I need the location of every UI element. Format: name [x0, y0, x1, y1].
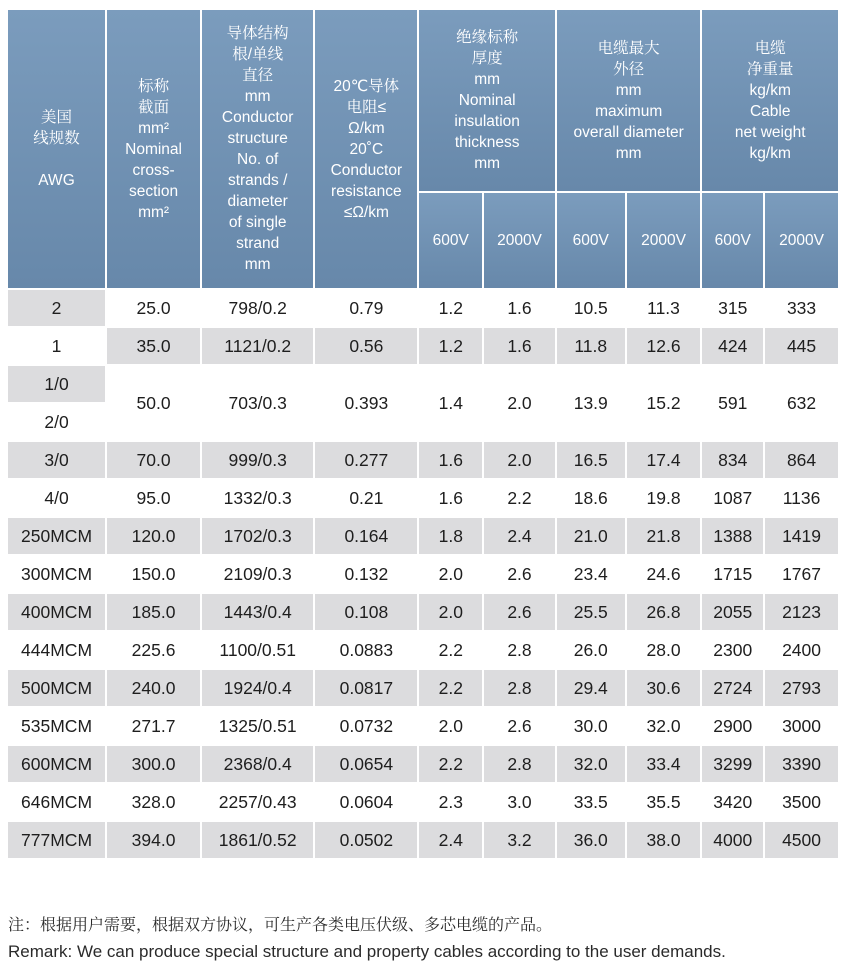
structure-cell: 999/0.3	[202, 442, 313, 478]
header-structure: 导体结构 根/单线 直径 mm Conductor structure No. of strands / diameter of single strand mm	[202, 10, 313, 288]
section-cell: 50.0	[107, 366, 200, 440]
table-row	[8, 746, 838, 782]
header-section: 标称 截面 mm² Nominal cross- section mm²	[107, 10, 200, 288]
section-cell: 328.0	[107, 784, 200, 820]
dia-600v-cell: 23.4	[557, 556, 625, 592]
ins-2000v-cell: 2.6	[484, 708, 555, 744]
ins-2000v-cell: 1.6	[484, 328, 555, 364]
ins-600v-cell: 1.2	[419, 328, 482, 364]
ins-600v-cell: 2.2	[419, 670, 482, 706]
table-row	[8, 822, 838, 858]
weight-2000v-cell: 1419	[765, 518, 838, 554]
structure-cell: 1702/0.3	[202, 518, 313, 554]
resistance-cell: 0.0502	[315, 822, 417, 858]
awg-cell: 2	[8, 290, 105, 326]
header-diameter: 电缆最大 外径 mm maximum overall diameter mm	[557, 10, 701, 191]
awg-cell: 3/0	[8, 442, 105, 478]
weight-2000v-cell: 3000	[765, 708, 838, 744]
resistance-cell: 0.393	[315, 366, 417, 440]
section-cell: 271.7	[107, 708, 200, 744]
structure-cell: 1861/0.52	[202, 822, 313, 858]
table-row	[8, 556, 838, 592]
table-row	[8, 784, 838, 820]
resistance-cell: 0.0654	[315, 746, 417, 782]
awg-cell: 250MCM	[8, 518, 105, 554]
weight-2000v-cell: 2400	[765, 632, 838, 668]
ins-600v-cell: 2.0	[419, 594, 482, 630]
ins-2000v-cell: 2.6	[484, 594, 555, 630]
ins-2000v-cell: 3.2	[484, 822, 555, 858]
ins-2000v-cell: 2.0	[484, 442, 555, 478]
ins-600v-cell: 1.6	[419, 442, 482, 478]
structure-cell: 1325/0.51	[202, 708, 313, 744]
resistance-cell: 0.0604	[315, 784, 417, 820]
ins-2000v-cell: 2.8	[484, 670, 555, 706]
structure-cell: 2368/0.4	[202, 746, 313, 782]
header-awg: 美国 线规数 AWG	[8, 10, 105, 288]
section-cell: 185.0	[107, 594, 200, 630]
table-row	[8, 290, 838, 326]
dia-600v-cell: 21.0	[557, 518, 625, 554]
dia-600v-cell: 11.8	[557, 328, 625, 364]
structure-cell: 1121/0.2	[202, 328, 313, 364]
resistance-cell: 0.21	[315, 480, 417, 516]
awg-cell: 4/0	[8, 480, 105, 516]
section-cell: 300.0	[107, 746, 200, 782]
resistance-cell: 0.0883	[315, 632, 417, 668]
weight-2000v-cell: 1767	[765, 556, 838, 592]
structure-cell: 2257/0.43	[202, 784, 313, 820]
structure-cell: 1332/0.3	[202, 480, 313, 516]
table-row	[8, 328, 838, 364]
weight-2000v-cell: 3500	[765, 784, 838, 820]
dia-600v-cell: 10.5	[557, 290, 625, 326]
dia-600v-cell: 16.5	[557, 442, 625, 478]
resistance-cell: 0.164	[315, 518, 417, 554]
dia-2000v-cell: 17.4	[627, 442, 701, 478]
awg-cell: 444MCM	[8, 632, 105, 668]
weight-2000v-cell: 632	[765, 366, 838, 440]
weight-600v-cell: 2724	[702, 670, 763, 706]
section-cell: 120.0	[107, 518, 200, 554]
cable-spec-table	[6, 8, 840, 860]
weight-600v-cell: 591	[702, 366, 763, 440]
ins-600v-cell: 2.3	[419, 784, 482, 820]
ins-2000v-cell: 2.8	[484, 746, 555, 782]
remark-english: Remark: We can produce special structure and property cables according to the user demands.	[8, 942, 726, 961]
awg-cell: 777MCM	[8, 822, 105, 858]
weight-600v-cell: 1715	[702, 556, 763, 592]
awg-cell: 300MCM	[8, 556, 105, 592]
dia-2000v-cell: 35.5	[627, 784, 701, 820]
dia-2000v-cell: 33.4	[627, 746, 701, 782]
weight-600v-cell: 2900	[702, 708, 763, 744]
dia-600v-cell: 30.0	[557, 708, 625, 744]
structure-cell: 1443/0.4	[202, 594, 313, 630]
header-weight: 电缆 净重量 kg/km Cable net weight kg/km	[702, 10, 838, 191]
awg-cell: 600MCM	[8, 746, 105, 782]
header-resistance: 20℃导体 电阻≤ Ω/km 20˚C Conductor resistance ≤Ω/km	[315, 10, 417, 288]
dia-2000v-cell: 38.0	[627, 822, 701, 858]
remark-chinese: 注：根据用户需要，根据双方协议，可生产各类电压伏级、多芯电缆的产品。	[8, 915, 553, 934]
ins-2000v-cell: 3.0	[484, 784, 555, 820]
resistance-cell: 0.108	[315, 594, 417, 630]
weight-600v-cell: 4000	[702, 822, 763, 858]
dia-2000v-cell: 19.8	[627, 480, 701, 516]
dia-600v-cell: 18.6	[557, 480, 625, 516]
header-dia-2000v: 2000V	[627, 193, 701, 288]
ins-600v-cell: 1.6	[419, 480, 482, 516]
ins-2000v-cell: 2.0	[484, 366, 555, 440]
ins-600v-cell: 2.2	[419, 746, 482, 782]
weight-600v-cell: 2300	[702, 632, 763, 668]
dia-600v-cell: 29.4	[557, 670, 625, 706]
weight-600v-cell: 315	[702, 290, 763, 326]
section-cell: 225.6	[107, 632, 200, 668]
awg-cell: 646MCM	[8, 784, 105, 820]
header-ins-600v: 600V	[419, 193, 482, 288]
awg-cell: 1	[8, 328, 105, 364]
resistance-cell: 0.56	[315, 328, 417, 364]
structure-cell: 1924/0.4	[202, 670, 313, 706]
resistance-cell: 0.132	[315, 556, 417, 592]
weight-2000v-cell: 2123	[765, 594, 838, 630]
ins-600v-cell: 1.4	[419, 366, 482, 440]
resistance-cell: 0.79	[315, 290, 417, 326]
header-insulation: 绝缘标称 厚度 mm Nominal insulation thickness mm	[419, 10, 554, 191]
weight-2000v-cell: 2793	[765, 670, 838, 706]
ins-600v-cell: 1.8	[419, 518, 482, 554]
dia-2000v-cell: 30.6	[627, 670, 701, 706]
table-row	[8, 518, 838, 554]
section-cell: 150.0	[107, 556, 200, 592]
dia-2000v-cell: 15.2	[627, 366, 701, 440]
weight-2000v-cell: 3390	[765, 746, 838, 782]
weight-600v-cell: 424	[702, 328, 763, 364]
structure-cell: 2109/0.3	[202, 556, 313, 592]
dia-2000v-cell: 24.6	[627, 556, 701, 592]
weight-600v-cell: 1087	[702, 480, 763, 516]
resistance-cell: 0.0817	[315, 670, 417, 706]
ins-600v-cell: 2.2	[419, 632, 482, 668]
weight-2000v-cell: 1136	[765, 480, 838, 516]
weight-2000v-cell: 333	[765, 290, 838, 326]
weight-600v-cell: 3420	[702, 784, 763, 820]
ins-2000v-cell: 2.4	[484, 518, 555, 554]
ins-600v-cell: 1.2	[419, 290, 482, 326]
section-cell: 240.0	[107, 670, 200, 706]
header-dia-600v: 600V	[557, 193, 625, 288]
section-cell: 25.0	[107, 290, 200, 326]
structure-cell: 703/0.3	[202, 366, 313, 440]
dia-600v-cell: 25.5	[557, 594, 625, 630]
table-row	[8, 442, 838, 478]
structure-cell: 1100/0.51	[202, 632, 313, 668]
ins-2000v-cell: 2.6	[484, 556, 555, 592]
header-ins-2000v: 2000V	[484, 193, 555, 288]
weight-600v-cell: 834	[702, 442, 763, 478]
ins-600v-cell: 2.4	[419, 822, 482, 858]
ins-2000v-cell: 2.2	[484, 480, 555, 516]
resistance-cell: 0.0732	[315, 708, 417, 744]
dia-2000v-cell: 21.8	[627, 518, 701, 554]
dia-2000v-cell: 26.8	[627, 594, 701, 630]
weight-600v-cell: 3299	[702, 746, 763, 782]
table-row	[8, 670, 838, 706]
dia-600v-cell: 26.0	[557, 632, 625, 668]
section-cell: 70.0	[107, 442, 200, 478]
section-cell: 95.0	[107, 480, 200, 516]
dia-600v-cell: 33.5	[557, 784, 625, 820]
weight-2000v-cell: 864	[765, 442, 838, 478]
structure-cell: 798/0.2	[202, 290, 313, 326]
awg-cell: 400MCM	[8, 594, 105, 630]
weight-2000v-cell: 445	[765, 328, 838, 364]
dia-600v-cell: 36.0	[557, 822, 625, 858]
weight-600v-cell: 2055	[702, 594, 763, 630]
ins-2000v-cell: 1.6	[484, 290, 555, 326]
awg-cell: 2/0	[8, 404, 105, 440]
header-weight-2000v: 2000V	[765, 193, 838, 288]
table-row	[8, 632, 838, 668]
table-row	[8, 708, 838, 744]
ins-2000v-cell: 2.8	[484, 632, 555, 668]
dia-2000v-cell: 28.0	[627, 632, 701, 668]
dia-600v-cell: 32.0	[557, 746, 625, 782]
header-weight-600v: 600V	[702, 193, 763, 288]
awg-cell: 1/0	[8, 366, 105, 402]
dia-600v-cell: 13.9	[557, 366, 625, 440]
awg-cell: 535MCM	[8, 708, 105, 744]
dia-2000v-cell: 12.6	[627, 328, 701, 364]
resistance-cell: 0.277	[315, 442, 417, 478]
ins-600v-cell: 2.0	[419, 556, 482, 592]
table-row	[8, 480, 838, 516]
section-cell: 394.0	[107, 822, 200, 858]
awg-cell: 500MCM	[8, 670, 105, 706]
weight-2000v-cell: 4500	[765, 822, 838, 858]
dia-2000v-cell: 11.3	[627, 290, 701, 326]
weight-600v-cell: 1388	[702, 518, 763, 554]
section-cell: 35.0	[107, 328, 200, 364]
dia-2000v-cell: 32.0	[627, 708, 701, 744]
ins-600v-cell: 2.0	[419, 708, 482, 744]
table-row	[8, 594, 838, 630]
table-row	[8, 366, 838, 402]
